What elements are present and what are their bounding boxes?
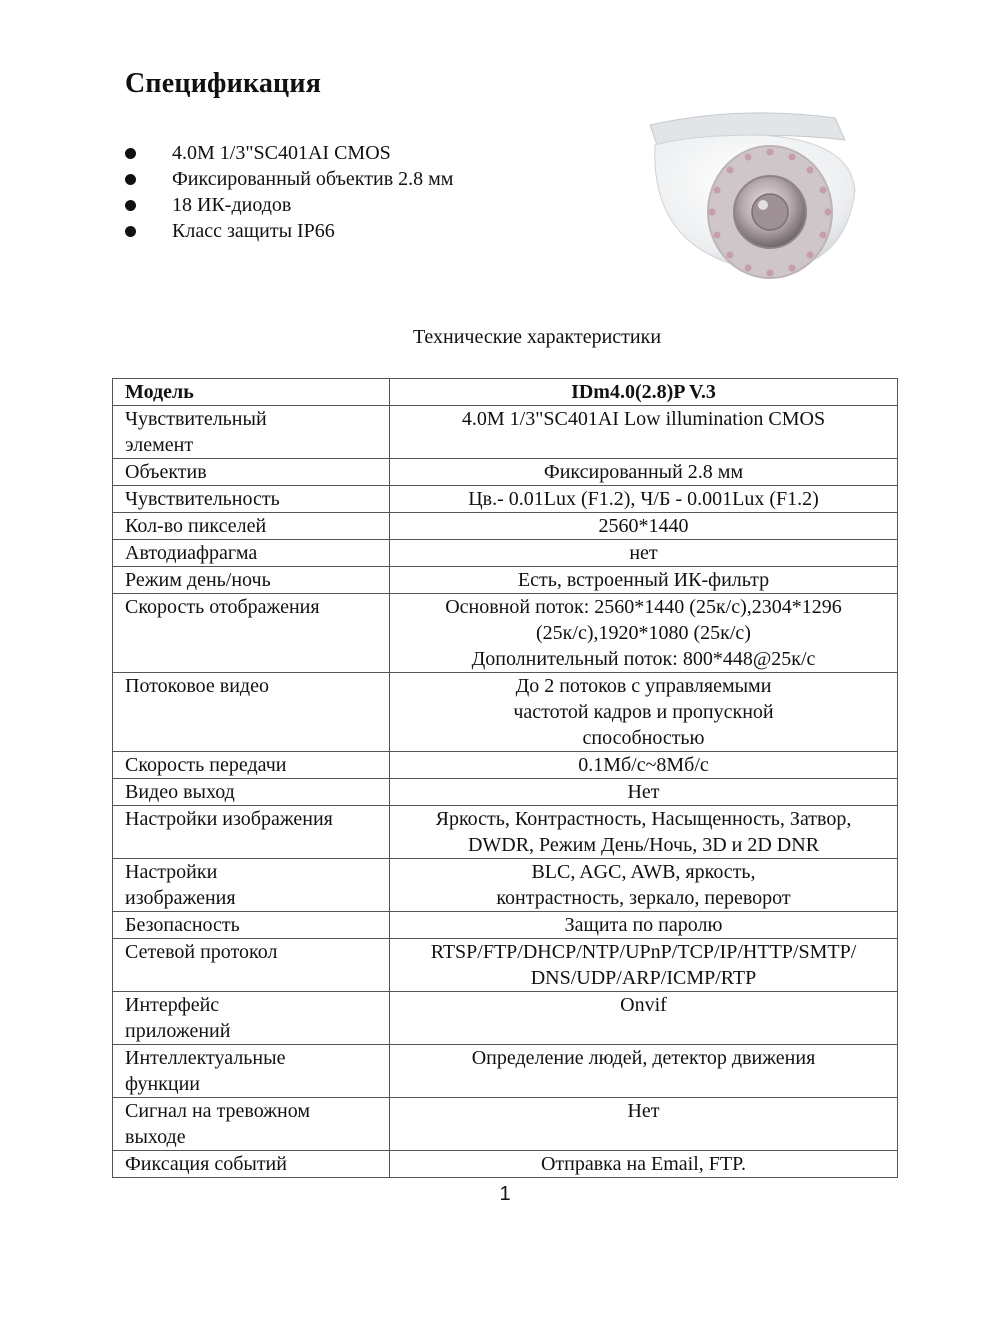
param-text: Видео выход xyxy=(125,781,235,803)
spec-table xyxy=(112,378,898,1178)
table-row xyxy=(113,752,898,779)
feature-list xyxy=(125,140,453,244)
value-text: способностью xyxy=(582,727,705,749)
value-text: Нет xyxy=(627,781,660,803)
table-caption: Технические характеристики xyxy=(412,326,662,348)
value-cell xyxy=(390,594,898,673)
header-param-cell: Модель xyxy=(113,379,390,406)
feature-text: 4.0M 1/3"SC401AI CMOS xyxy=(172,142,391,164)
bullet-dot-icon xyxy=(125,148,136,159)
param-text: Интеллектуальные xyxy=(125,1047,286,1069)
feature-text: Фиксированный объектив 2.8 мм xyxy=(172,168,454,190)
value-text: частотой кадров и пропускной xyxy=(513,701,774,723)
param-cell xyxy=(113,912,390,939)
param-text: Объектив xyxy=(125,461,207,483)
param-cell xyxy=(113,567,390,594)
param-text: Настройки изображения xyxy=(125,808,333,830)
param-cell xyxy=(113,779,390,806)
param-cell xyxy=(113,486,390,513)
table-row xyxy=(113,939,898,992)
value-cell xyxy=(390,912,898,939)
value-text: RTSP/FTP/DHCP/NTP/UPnP/TCP/IP/HTTP/SMTP/ xyxy=(430,941,857,963)
value-text: Нет xyxy=(627,1100,660,1122)
param-text: Автодиафрагма xyxy=(125,542,258,564)
table-row xyxy=(113,1098,898,1151)
value-cell xyxy=(390,1151,898,1178)
value-text: До 2 потоков с управляемыми xyxy=(515,675,772,697)
param-cell xyxy=(113,1151,390,1178)
page-title: Спецификация xyxy=(125,68,322,99)
value-text: Основной поток: 2560*1440 (25к/с),2304*1296 xyxy=(445,596,842,618)
param-cell xyxy=(113,806,390,859)
value-cell xyxy=(390,406,898,459)
table-row xyxy=(113,594,898,673)
value-cell xyxy=(390,779,898,806)
value-text: (25к/с),1920*1080 (25к/с) xyxy=(536,622,751,644)
value-text: DWDR, Режим День/Ночь, 3D и 2D DNR xyxy=(467,834,820,856)
feature-item xyxy=(125,192,453,218)
param-text: Скорость передачи xyxy=(125,754,287,776)
param-cell xyxy=(113,459,390,486)
value-text: Определение людей, детектор движения xyxy=(471,1047,816,1069)
value-text: контрастность, зеркало, переворот xyxy=(496,887,791,909)
table-row xyxy=(113,486,898,513)
value-cell xyxy=(390,540,898,567)
value-text: Защита по паролю xyxy=(564,914,723,936)
table-row xyxy=(113,406,898,459)
value-cell xyxy=(390,567,898,594)
value-cell xyxy=(390,806,898,859)
value-cell xyxy=(390,992,898,1045)
bullet-dot-icon xyxy=(125,200,136,211)
value-cell xyxy=(390,939,898,992)
value-cell xyxy=(390,859,898,912)
value-text: Onvif xyxy=(620,994,667,1016)
feature-text: 18 ИК-диодов xyxy=(172,194,292,216)
table-row xyxy=(113,912,898,939)
param-text: Сетевой протокол xyxy=(125,941,278,963)
feature-item xyxy=(125,166,453,192)
param-text: Интерфейс xyxy=(125,994,220,1016)
table-row xyxy=(113,806,898,859)
param-text: приложений xyxy=(125,1020,231,1042)
page-number: 1 xyxy=(499,1183,511,1205)
table-row xyxy=(113,1151,898,1178)
value-cell xyxy=(390,486,898,513)
bullet-dot-icon xyxy=(125,174,136,185)
param-cell xyxy=(113,1098,390,1151)
param-cell xyxy=(113,540,390,567)
param-text: Чувствительный xyxy=(125,408,267,430)
table-header-row xyxy=(113,379,898,406)
table-row xyxy=(113,992,898,1045)
table-row xyxy=(113,513,898,540)
value-text: Дополнительный поток: 800*448@25к/с xyxy=(471,648,816,670)
table-row xyxy=(113,567,898,594)
feature-item xyxy=(125,218,453,244)
value-text: 4.0M 1/3"SC401AI Low illumination CMOS xyxy=(461,408,826,430)
param-cell xyxy=(113,594,390,673)
param-text: Кол-во пикселей xyxy=(125,515,267,537)
feature-item xyxy=(125,140,453,166)
param-text: Режим день/ночь xyxy=(125,569,271,591)
value-text: нет xyxy=(629,542,658,564)
bullet-dot-icon xyxy=(125,226,136,237)
dome-camera-image xyxy=(630,100,900,300)
param-cell xyxy=(113,859,390,912)
param-text: Чувствительность xyxy=(125,488,280,510)
param-text: Фиксация событий xyxy=(125,1153,287,1175)
param-text: изображения xyxy=(125,887,236,909)
param-text: Настройки xyxy=(125,861,218,883)
value-text: DNS/UDP/ARP/ICMP/RTP xyxy=(530,967,757,989)
param-text: выходе xyxy=(125,1126,186,1148)
value-cell xyxy=(390,673,898,752)
param-text: Потоковое видео xyxy=(125,675,269,697)
param-text: Сигнал на тревожном xyxy=(125,1100,311,1122)
value-text: Отправка на Email, FTP. xyxy=(540,1153,747,1175)
value-text: Яркость, Контрастность, Насыщенность, Затвор, xyxy=(435,808,852,830)
value-text: BLC, AGC, AWB, яркость, xyxy=(531,861,756,883)
value-cell xyxy=(390,752,898,779)
value-cell xyxy=(390,459,898,486)
param-cell xyxy=(113,939,390,992)
param-cell xyxy=(113,406,390,459)
param-text: элемент xyxy=(125,434,194,456)
feature-text: Класс защиты IP66 xyxy=(172,220,335,242)
value-text: Цв.- 0.01Lux (F1.2), Ч/Б - 0.001Lux (F1.2) xyxy=(468,488,819,510)
param-cell xyxy=(113,1045,390,1098)
value-cell xyxy=(390,513,898,540)
table-row xyxy=(113,859,898,912)
value-cell xyxy=(390,1045,898,1098)
header-value-cell: IDm4.0(2.8)P V.3 xyxy=(390,379,898,406)
table-row xyxy=(113,673,898,752)
value-text: Есть, встроенный ИК-фильтр xyxy=(517,569,770,591)
value-cell xyxy=(390,1098,898,1151)
table-row xyxy=(113,540,898,567)
param-cell xyxy=(113,992,390,1045)
table-row xyxy=(113,1045,898,1098)
param-text: Скорость отображения xyxy=(125,596,320,618)
param-cell xyxy=(113,673,390,752)
param-cell xyxy=(113,513,390,540)
table-row xyxy=(113,779,898,806)
table-row xyxy=(113,459,898,486)
value-text: 2560*1440 xyxy=(598,515,689,537)
param-text: функции xyxy=(125,1073,200,1095)
param-cell xyxy=(113,752,390,779)
value-text: 0.1Мб/с~8Мб/с xyxy=(578,754,709,776)
value-text: Фиксированный 2.8 мм xyxy=(543,461,744,483)
param-text: Безопасность xyxy=(125,914,240,936)
